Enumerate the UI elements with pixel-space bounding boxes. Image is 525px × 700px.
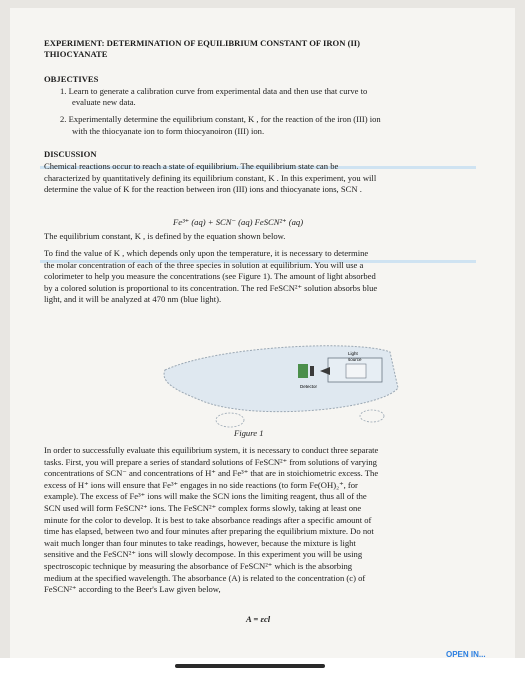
doc-title-line1: EXPERIMENT: DETERMINATION OF EQUILIBRIUM CONSTANT OF IRON (II) [44,38,361,48]
procedure-line: example). The excess of Fe³⁺ ions will make the SCN ions the limiting reagent, thus all of the [44,491,367,502]
discussion-paragraph-2: The equilibrium constant, K , is defined by the equation shown below. [44,231,286,241]
procedure-line: medium at the specified wavelength. The absorbance (A) is related to the concentration (c) of [44,572,366,583]
open-in-button[interactable]: OPEN IN... [446,650,486,659]
procedure-line: time has elapsed, between two and four minutes after preparing the equilibrium mixture. Do not [44,526,374,537]
objective-2-line2: with the thiocyanate ion to form thiocyanoiron (III) ion. [72,126,265,136]
procedure-line: FeSCN²⁺ according to the Beer's Law given below, [44,584,221,595]
discussion-p3-line2: the molar concentration of each of the three species in solution at equilibrium. You will use a [44,259,364,270]
cuvette-bottom [360,410,384,422]
discussion-heading: DISCUSSION [44,149,97,159]
procedure-line: sensitive and the FeSCN²⁺ ions will slowly decompose. In this experiment you will be using [44,549,363,560]
reaction-equation: Fe³⁺ (aq) + SCN⁻ (aq) FeSCN²⁺ (aq) [173,217,304,227]
discussion-p1-line3: determine the value of K for the reaction between iron (III) ions and thiocyanate ions, SCN . [44,184,362,195]
sample-icon [310,366,314,376]
discussion-p3-line5: light, and it will be analyzed at 470 nm (blue light). [44,294,222,305]
scrollbar[interactable] [175,664,325,668]
procedure-line: concentrations of SCN⁻ and concentrations of H⁺ and Fe³⁺ that are in stoichiometric excess. The [44,468,379,479]
doc-title-line2: THIOCYANATE [44,49,108,59]
procedure-line: tasks. First, you will prepare a series of standard solutions of FeSCN²⁺ from solutions of varying [44,456,377,467]
discussion-p3-line1: To find the value of K , which depends only upon the temperature, it is necessary to determine [44,248,369,258]
discussion-paragraph-1 [44,161,376,196]
procedure-line: In order to successfully evaluate this equilibrium system, it is necessary to conduct three separate [44,445,379,455]
cuvette-bottom [216,413,244,427]
objectives-heading: OBJECTIVES [44,74,99,84]
light-label: Light [348,351,358,356]
objective-1-line1: 1. Learn to generate a calibration curve from experimental data and then use that curve to [60,86,368,96]
detector-icon [298,364,308,378]
detector-label: Detector [300,384,318,389]
procedure-line: wait much longer than four minutes to take readings, however, because the mixture is light [44,537,356,548]
beers-law-equation: A = εcl [246,614,271,624]
discussion-p3-line3: colorimeter to help you measure the concentrations (see Figure 1). The amount of light absorbed [44,271,376,282]
procedure-line: spectroscopic technique by measuring the absorbance of FeSCN²⁺ which is the absorbing [44,560,353,571]
source-label: source [348,357,362,362]
discussion-p1-line1: Chemical reactions occur to reach a state of equilibrium. The equilibrium state can be [44,161,339,171]
procedure-paragraph [44,445,378,596]
objective-2-line1: 2. Experimentally determine the equilibrium constant, K , for the reaction of the iron (III) ion [60,114,381,124]
figure-caption: Figure 1 [234,428,264,438]
discussion-p3-line4: by a colored solution is proportional to its concentration. The red FeSCN²⁺ solution absorbs blue [44,282,378,293]
colorimeter-figure [160,340,420,430]
document-page [10,8,515,658]
procedure-line: SCN used will form FeSCN²⁺ ions. The FeSCN²⁺ complex forms slowly, taking at least one [44,502,362,513]
discussion-p1-line2: characterized by quantitatively defining its equilibrium constant, K . In this experiment, you will [44,172,377,183]
light-source-icon [346,364,366,378]
discussion-paragraph-3 [44,248,377,306]
objective-1-line2: evaluate new data. [72,97,136,107]
procedure-line: minute for the color to develop. It is best to take absorbance readings after a specific amount of [44,514,372,525]
procedure-line: excess of H⁺ ions will ensure that Fe³⁺ engages in no side reactions (to form Fe(OH)₂⁺, for [44,479,358,490]
